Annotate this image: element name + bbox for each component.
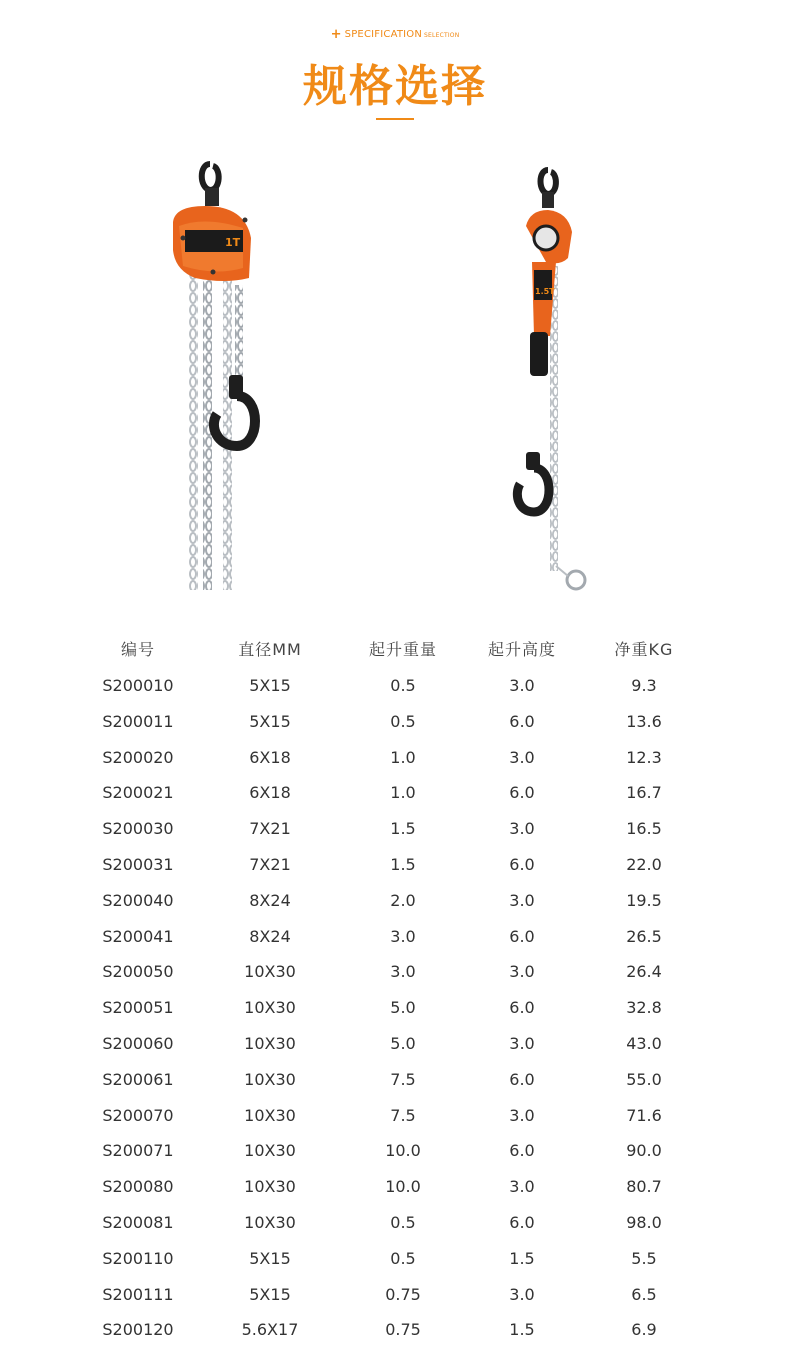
table-row [0,1241,790,1277]
table-row [0,775,790,811]
cell-lift-height: 3.0 [509,890,535,910]
plus-icon: + [330,27,342,42]
cell-diameter: 10X30 [244,1105,296,1125]
cell-net-weight: 12.3 [626,747,662,767]
cell-net-weight: 13.6 [626,711,662,731]
table-row [0,740,790,776]
table-row [0,990,790,1026]
cell-diameter: 6X18 [249,783,291,803]
cell-code: S200080 [102,1177,174,1197]
cell-net-weight: 26.4 [626,962,662,982]
table-row [0,1312,790,1348]
cell-net-weight: 90.0 [626,1141,662,1161]
cell-lift-height: 6.0 [509,711,535,731]
cell-lift-height: 1.5 [509,1248,535,1268]
cell-code: S200020 [102,747,174,767]
cell-diameter: 7X21 [249,855,291,874]
cell-diameter: 8X24 [249,890,291,910]
cell-capacity: 1.5 [390,819,416,839]
cell-capacity: 7.5 [390,1069,416,1089]
cell-capacity: 3.0 [390,962,416,982]
cell-capacity: 0.5 [390,676,416,695]
cell-net-weight: 26.5 [626,926,662,946]
cell-code: S200060 [102,1034,174,1053]
cell-lift-height: 6.0 [509,1069,535,1089]
cell-capacity: 2.0 [390,890,416,910]
cell-code: S200071 [102,1141,174,1161]
table-row [0,883,790,919]
cell-net-weight: 16.5 [626,819,662,839]
cell-net-weight: 98.0 [626,1213,662,1232]
cell-code: S200081 [102,1213,174,1232]
table-row [0,704,790,740]
cell-lift-height: 6.0 [509,1141,535,1161]
header-lift-height: 起升高度 [487,640,556,659]
cell-capacity: 10.0 [385,1141,421,1161]
table-row [0,668,790,704]
lever-hoist-image [510,166,600,592]
header-net-weight: 净重KG [614,640,674,659]
cell-code: S200111 [102,1284,174,1304]
cell-net-weight: 43.0 [626,1034,662,1053]
cell-lift-height: 3.0 [509,962,535,982]
cell-diameter: 5X15 [249,676,291,695]
cell-capacity: 3.0 [390,926,416,946]
title-underline [376,118,414,120]
table-row [0,1098,790,1134]
cell-code: S200010 [102,676,174,695]
cell-code: S200110 [102,1248,174,1268]
cell-capacity: 5.0 [390,998,416,1018]
cell-net-weight: 6.5 [631,1284,657,1304]
cell-diameter: 10X30 [244,1213,296,1232]
cell-capacity: 1.5 [390,855,416,874]
cell-lift-height: 6.0 [509,926,535,946]
cell-code: S200050 [102,962,174,982]
cell-capacity: 1.0 [390,747,416,767]
table-row [0,1205,790,1241]
cell-capacity: 0.75 [385,1284,421,1304]
cell-lift-height: 6.0 [509,1213,535,1232]
table-row [0,847,790,883]
cell-capacity: 7.5 [390,1105,416,1125]
cell-code: S200021 [102,783,174,803]
chain-hoist-image [165,160,265,592]
cell-code: S200030 [102,819,174,839]
cell-code: S200040 [102,890,174,910]
cell-diameter: 7X21 [249,819,291,839]
header-code: 编号 [120,640,155,659]
cell-code: S200061 [102,1069,174,1089]
cell-diameter: 10X30 [244,998,296,1018]
cell-net-weight: 55.0 [626,1069,662,1089]
cell-code: S200041 [102,926,174,946]
cell-lift-height: 3.0 [509,747,535,767]
cell-lift-height: 3.0 [509,1034,535,1053]
cell-net-weight: 80.7 [626,1177,662,1197]
table-row [0,1133,790,1169]
cell-net-weight: 16.7 [626,783,662,803]
cell-net-weight: 5.5 [631,1248,657,1268]
cell-capacity: 0.5 [390,711,416,731]
cell-lift-height: 3.0 [509,1284,535,1304]
cell-lift-height: 6.0 [509,783,535,803]
cell-diameter: 10X30 [244,1141,296,1161]
section-eyebrow [0,26,790,41]
cell-diameter: 10X30 [244,1069,296,1089]
header-capacity: 起升重量 [368,640,437,659]
cell-diameter: 8X24 [249,926,291,946]
table-row [0,811,790,847]
cell-net-weight: 19.5 [626,890,662,910]
table-row [0,1062,790,1098]
cell-code: S200120 [102,1320,174,1340]
cell-code: S200051 [102,998,174,1018]
cell-code: S200070 [102,1105,174,1125]
table-row [0,1026,790,1062]
table-row [0,919,790,955]
cell-net-weight: 9.3 [631,676,657,695]
cell-diameter: 5X15 [249,1284,291,1304]
cell-code: S200011 [102,711,174,731]
cell-lift-height: 3.0 [509,676,535,695]
cell-capacity: 5.0 [390,1034,416,1053]
cell-lift-height: 1.5 [509,1320,535,1340]
cell-capacity: 0.5 [390,1213,416,1232]
cell-net-weight: 22.0 [626,855,662,874]
table-row [0,1277,790,1313]
cell-capacity: 10.0 [385,1177,421,1197]
section-title: 规格选择 [303,61,487,112]
cell-net-weight: 32.8 [626,998,662,1018]
cell-diameter: 10X30 [244,962,296,982]
cell-lift-height: 3.0 [509,1105,535,1125]
cell-diameter: 10X30 [244,1034,296,1053]
eyebrow-main: SPECIFICATION [344,29,423,40]
table-row [0,954,790,990]
cell-net-weight: 6.9 [631,1320,657,1340]
cell-diameter: 6X18 [249,747,291,767]
cell-lift-height: 3.0 [509,1177,535,1197]
cell-diameter: 5X15 [249,1248,291,1268]
cell-net-weight: 71.6 [626,1105,662,1125]
cell-diameter: 5.6X17 [241,1320,299,1340]
cell-code: S200031 [102,855,174,874]
cell-lift-height: 6.0 [509,855,535,874]
cell-capacity: 0.75 [385,1320,421,1340]
header-diameter: 直径MM [238,640,302,659]
cell-lift-height: 3.0 [509,819,535,839]
cell-capacity: 1.0 [390,783,416,803]
table-row [0,1169,790,1205]
cell-capacity: 0.5 [390,1248,416,1268]
table-header-row [0,632,790,668]
cell-diameter: 10X30 [244,1177,296,1197]
cell-lift-height: 6.0 [509,998,535,1018]
chain-hoist-plate-text: 1T [225,236,241,249]
eyebrow-small: SELECTION [424,32,460,39]
section-header [0,0,790,130]
lever-hoist-plate-text: 1.5T [535,287,555,296]
cell-diameter: 5X15 [249,711,291,731]
